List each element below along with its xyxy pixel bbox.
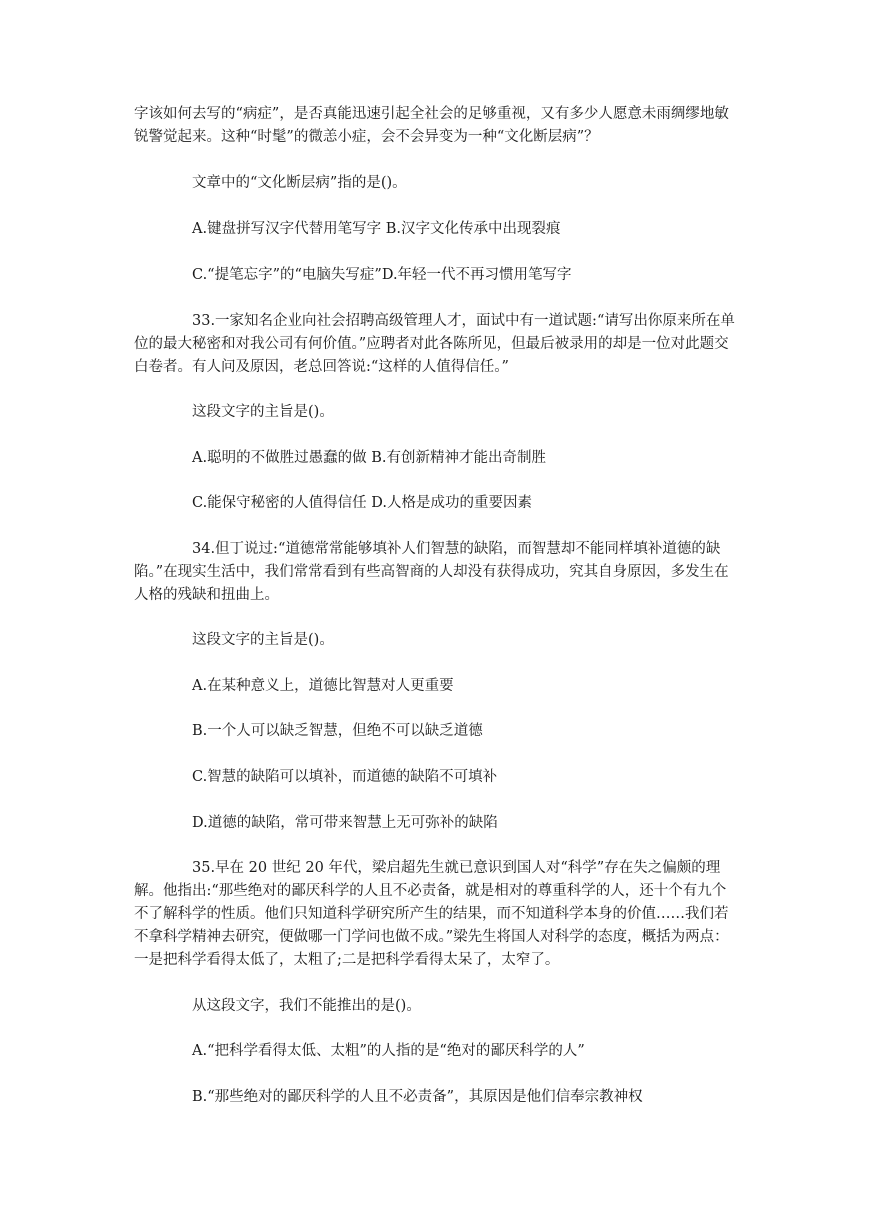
q33-options-ab: A.聪明的不做胜过愚蠢的做 B.有创新精神才能出奇制胜 [192, 450, 546, 466]
q35-passage: 35.早在 20 世纪 20 年代，梁启超先生就已意识到国人对“科学”存在失之偏颇的理解。他指出:“那些绝对的鄙厌科学的人且不必责备，就是相对的尊重科学的人，还十个有九个不了解科学的性质。他们只知道科学研究所产生的结果，而不知道科学本身的价值……我们若不拿科学精神去研究，便做哪一门学问也做不成。”梁先生将国人对科学的态度，概括为两点：一是把科学看得太低了，太粗了;二是把科学看得太呆了，太窄了。 [134, 860, 729, 968]
q33-question-stem: 这段文字的主旨是()。 [192, 404, 334, 420]
q34-option-b: B.一个人可以缺乏智慧，但绝不可以缺乏道德 [192, 723, 483, 739]
q34-option-d: D.道德的缺陷，常可带来智慧上无可弥补的缺陷 [192, 815, 498, 831]
q35-option-a: A.“把科学看得太低、太粗”的人指的是“绝对的鄙厌科学的人” [192, 1043, 585, 1059]
q33-options-cd: C.能保守秘密的人值得信任 D.人格是成功的重要因素 [192, 495, 533, 511]
intro-paragraph: 字该如何去写的“病症”，是否真能迅速引起全社会的足够重视，又有多少人愿意未雨绸缪地敏锐警觉起来。这种“时髦”的微恙小症，会不会异变为一种“文化断层病”？ [134, 106, 729, 145]
q34-question-stem: 这段文字的主旨是()。 [192, 632, 334, 648]
q35-question-stem: 从这段文字，我们不能推出的是()。 [192, 998, 421, 1014]
q32-question-stem: 文章中的“文化断层病”指的是()。 [192, 175, 407, 191]
q34-option-a: A.在某种意义上，道德比智慧对人更重要 [192, 678, 454, 694]
q32-options-cd: C.“提笔忘字”的“电脑失写症”D.年轻一代不再习惯用笔写字 [192, 267, 572, 283]
q35-option-b: B.“那些绝对的鄙厌科学的人且不必责备”，其原因是他们信奉宗教神权 [192, 1089, 643, 1105]
q32-options-ab: A.键盘拼写汉字代替用笔写字 B.汉字文化传承中出现裂痕 [192, 221, 561, 237]
q33-passage: 33.一家知名企业向社会招聘高级管理人才，面试中有一道试题:“请写出你原来所在单位的最大秘密和对我公司有何价值。”应聘者对此各陈所见，但最后被录用的却是一位对此题交白卷者。有人问及原因，老总回答说:“这样的人值得信任。” [134, 313, 735, 375]
q34-passage: 34.但丁说过:“道德常常能够填补人们智慧的缺陷，而智慧却不能同样填补道德的缺陷。”在现实生活中，我们常常看到有些高智商的人却没有获得成功，究其自身原因，多发生在人格的残缺和扭曲上。 [134, 541, 729, 603]
q34-option-c: C.智慧的缺陷可以填补，而道德的缺陷不可填补 [192, 769, 498, 785]
